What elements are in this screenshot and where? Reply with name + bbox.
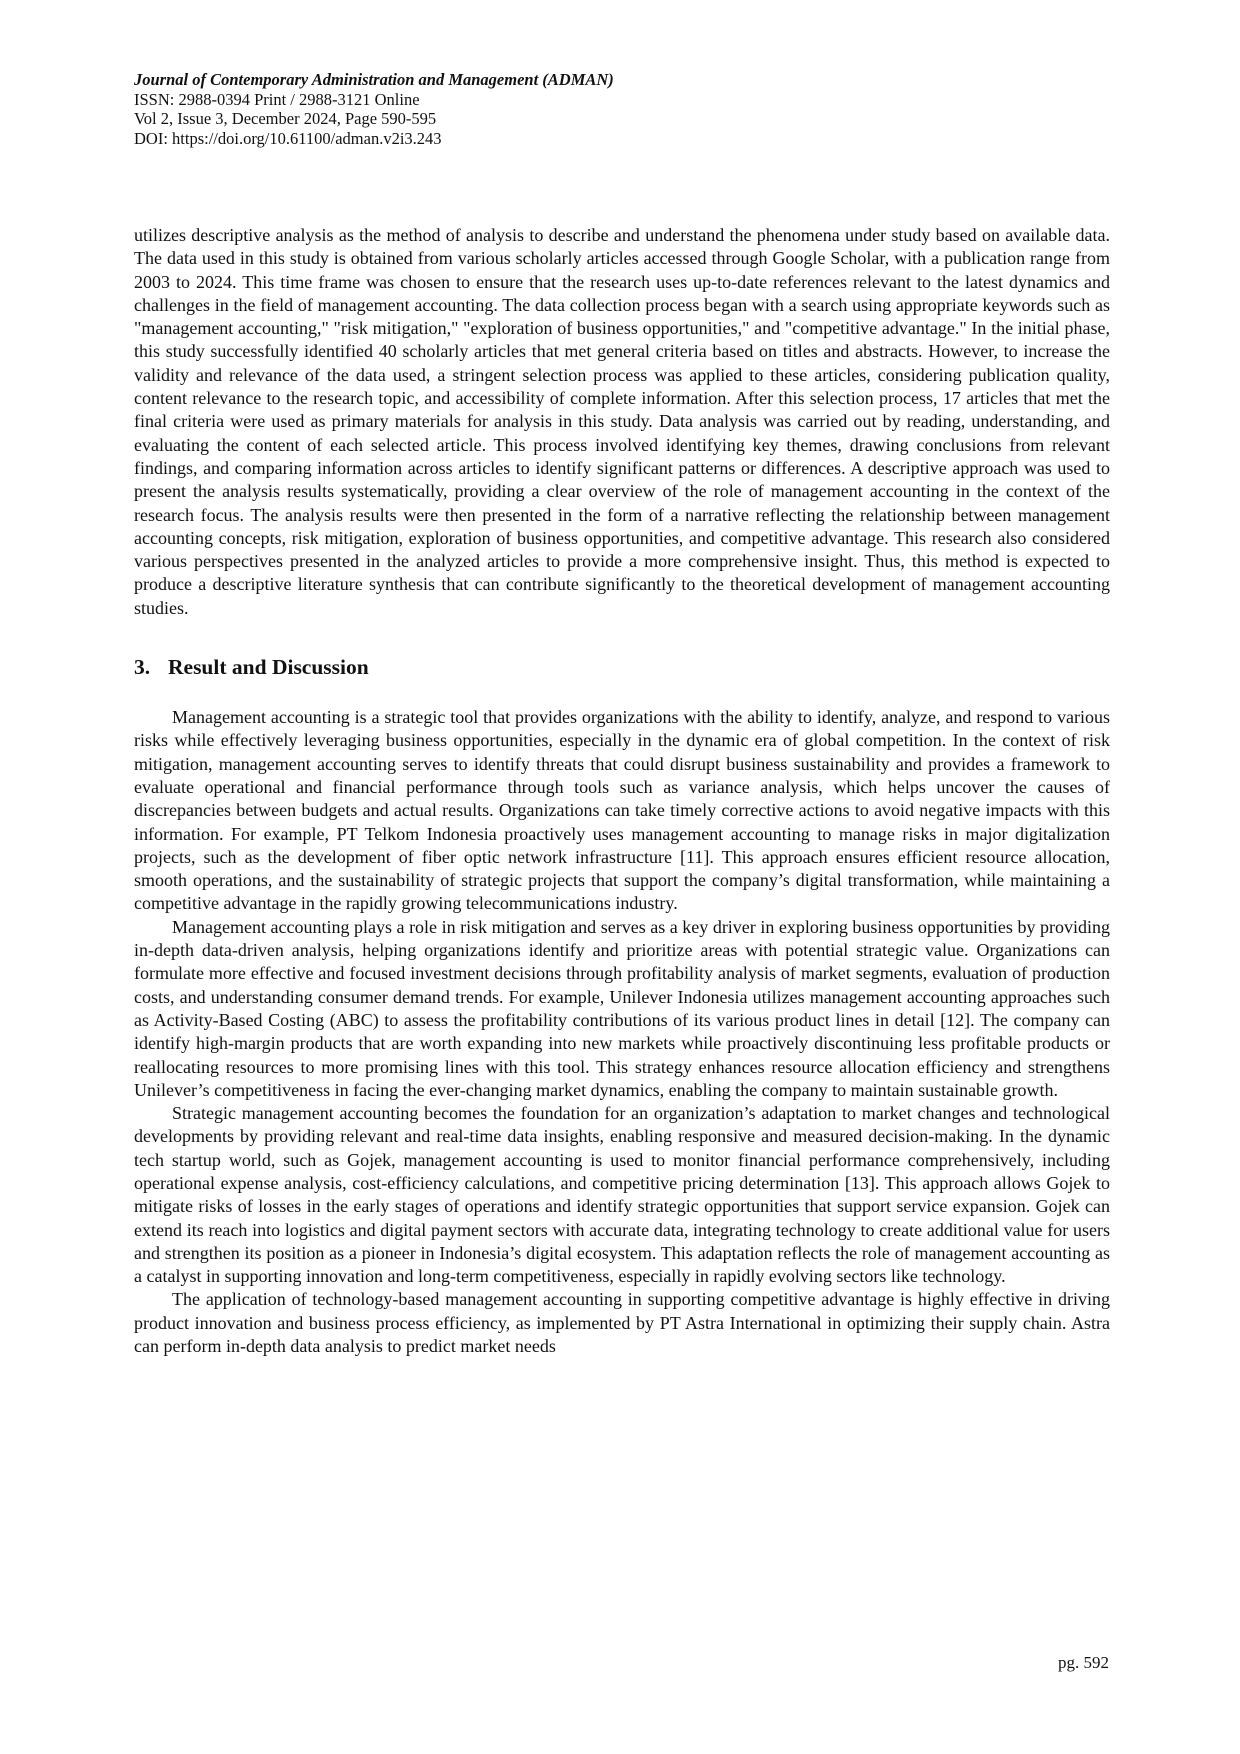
body-paragraph-risk-mitigation: Management accounting is a strategic tool that provides organizations with the ability to identify, analyze, and respond to various risks while effectively leveraging business opportunities, especially in the dynamic era of global competition. In the context of risk mitigation, management accounting serves to identify threats that could disrupt business sustainability and provides a framework to evaluate operational and financial performance through tools such as variance analysis, which helps uncover the causes of discrepancies between budgets and actual results. Organizations can take timely corrective actions to avoid negative impacts with this information. For example, PT Telkom Indonesia proactively uses management accounting to manage risks in major digitalization projects, such as the development of fiber optic network infrastructure [11]. This approach ensures efficient resource allocation, smooth operations, and the sustainability of strategic projects that support the company’s digital transformation, while maintaining a competitive advantage in the rapidly growing telecommunications industry. bbox=[134, 707, 1110, 914]
article-body bbox=[134, 224, 1110, 1358]
body-paragraph-strategic-adaptation: Strategic management accounting becomes the foundation for an organization’s adaptation to market changes and technological developments by providing relevant and real-time data insights, enabling responsive and measured decision-making. In the dynamic tech startup world, such as Gojek, management accounting is used to monitor financial performance comprehensively, including operational expense analysis, cost-efficiency calculations, and competitive pricing determination [13]. This approach allows Gojek to mitigate risks of losses in the early stages of operations and identify strategic opportunities that support service expansion. Gojek can extend its reach into logistics and digital payment sectors with accurate data, integrating technology to create additional value for users and strengthen its position as a pioneer in Indonesia’s digital ecosystem. This adaptation reflects the role of management accounting as a catalyst in supporting innovation and long-term competitiveness, especially in rapidly evolving sectors like technology. bbox=[134, 1103, 1110, 1287]
issn-line: ISSN: 2988-0394 Print / 2988-3121 Online bbox=[134, 89, 420, 109]
section-heading-result-discussion bbox=[134, 652, 1110, 682]
section-title: Result and Discussion bbox=[168, 655, 369, 680]
journal-title: Journal of Contemporary Administration and Management (ADMAN) bbox=[134, 70, 614, 89]
method-paragraph: utilizes descriptive analysis as the method of analysis to describe and understand the phenomena under study based on available data. The data used in this study is obtained from various scholarly articles accessed through Google Scholar, with a publication range from 2003 to 2024. This time frame was chosen to ensure that the research uses up-to-date references relevant to the latest dynamics and challenges in the field of management accounting. The data collection process began with a search using appropriate keywords such as "management accounting," "risk mitigation," "exploration of business opportunities," and "competitive advantage." In the initial phase, this study successfully identified 40 scholarly articles that met general criteria based on titles and abstracts. However, to increase the validity and relevance of the data used, a stringent selection process was applied to these articles, considering publication quality, content relevance to the research topic, and accessibility of complete information. After this selection process, 17 articles that met the final criteria were used as primary materials for analysis in this study. Data analysis was carried out by reading, understanding, and evaluating the content of each selected article. This process involved identifying key themes, drawing conclusions from relevant findings, and comparing information across articles to identify significant patterns or differences. A descriptive approach was used to present the analysis results systematically, providing a clear overview of the role of management accounting in the context of the research focus. The analysis results were then presented in the form of a narrative reflecting the relationship between management accounting concepts, risk mitigation, exploration of business opportunities, and competitive advantage. This research also considered various perspectives presented in the analyzed articles to provide a more comprehensive insight. Thus, this method is expected to produce a descriptive literature synthesis that can contribute significantly to the theoretical development of management accounting studies. bbox=[134, 225, 1110, 618]
page-number: pg. 592 bbox=[1058, 1653, 1109, 1672]
volume-issue-line: Vol 2, Issue 3, December 2024, Page 590-595 bbox=[134, 109, 437, 128]
page-footer bbox=[1058, 1652, 1109, 1673]
journal-header bbox=[134, 70, 1114, 148]
doi-line: DOI: https://doi.org/10.61100/adman.v2i3.243 bbox=[134, 128, 442, 148]
section-number: 3. bbox=[134, 655, 151, 680]
body-paragraph-business-opportunities: Management accounting plays a role in risk mitigation and serves as a key driver in exploring business opportunities by providing in-depth data-driven analysis, helping organizations identify and prioritize areas with potential strategic value. Organizations can formulate more effective and focused investment decisions through profitability analysis of market segments, evaluation of production costs, and understanding consumer demand trends. For example, Unilever Indonesia utilizes management accounting approaches such as Activity-Based Costing (ABC) to assess the profitability contributions of its various product lines in detail [12]. The company can identify high-margin products that are worth expanding into new markets while proactively discontinuing less profitable products or reallocating resources to more promising lines with this tool. This strategy enhances resource allocation efficiency and strengthens Unilever’s competitiveness in facing the ever-changing market dynamics, enabling the company to maintain sustainable growth. bbox=[134, 916, 1110, 1100]
body-paragraph-technology-application: The application of technology-based management accounting in supporting competitive advantage is highly effective in driving product innovation and business process efficiency, as implemented by PT Astra International in optimizing their supply chain. Astra can perform in-depth data analysis to predict market needs bbox=[134, 1289, 1110, 1357]
